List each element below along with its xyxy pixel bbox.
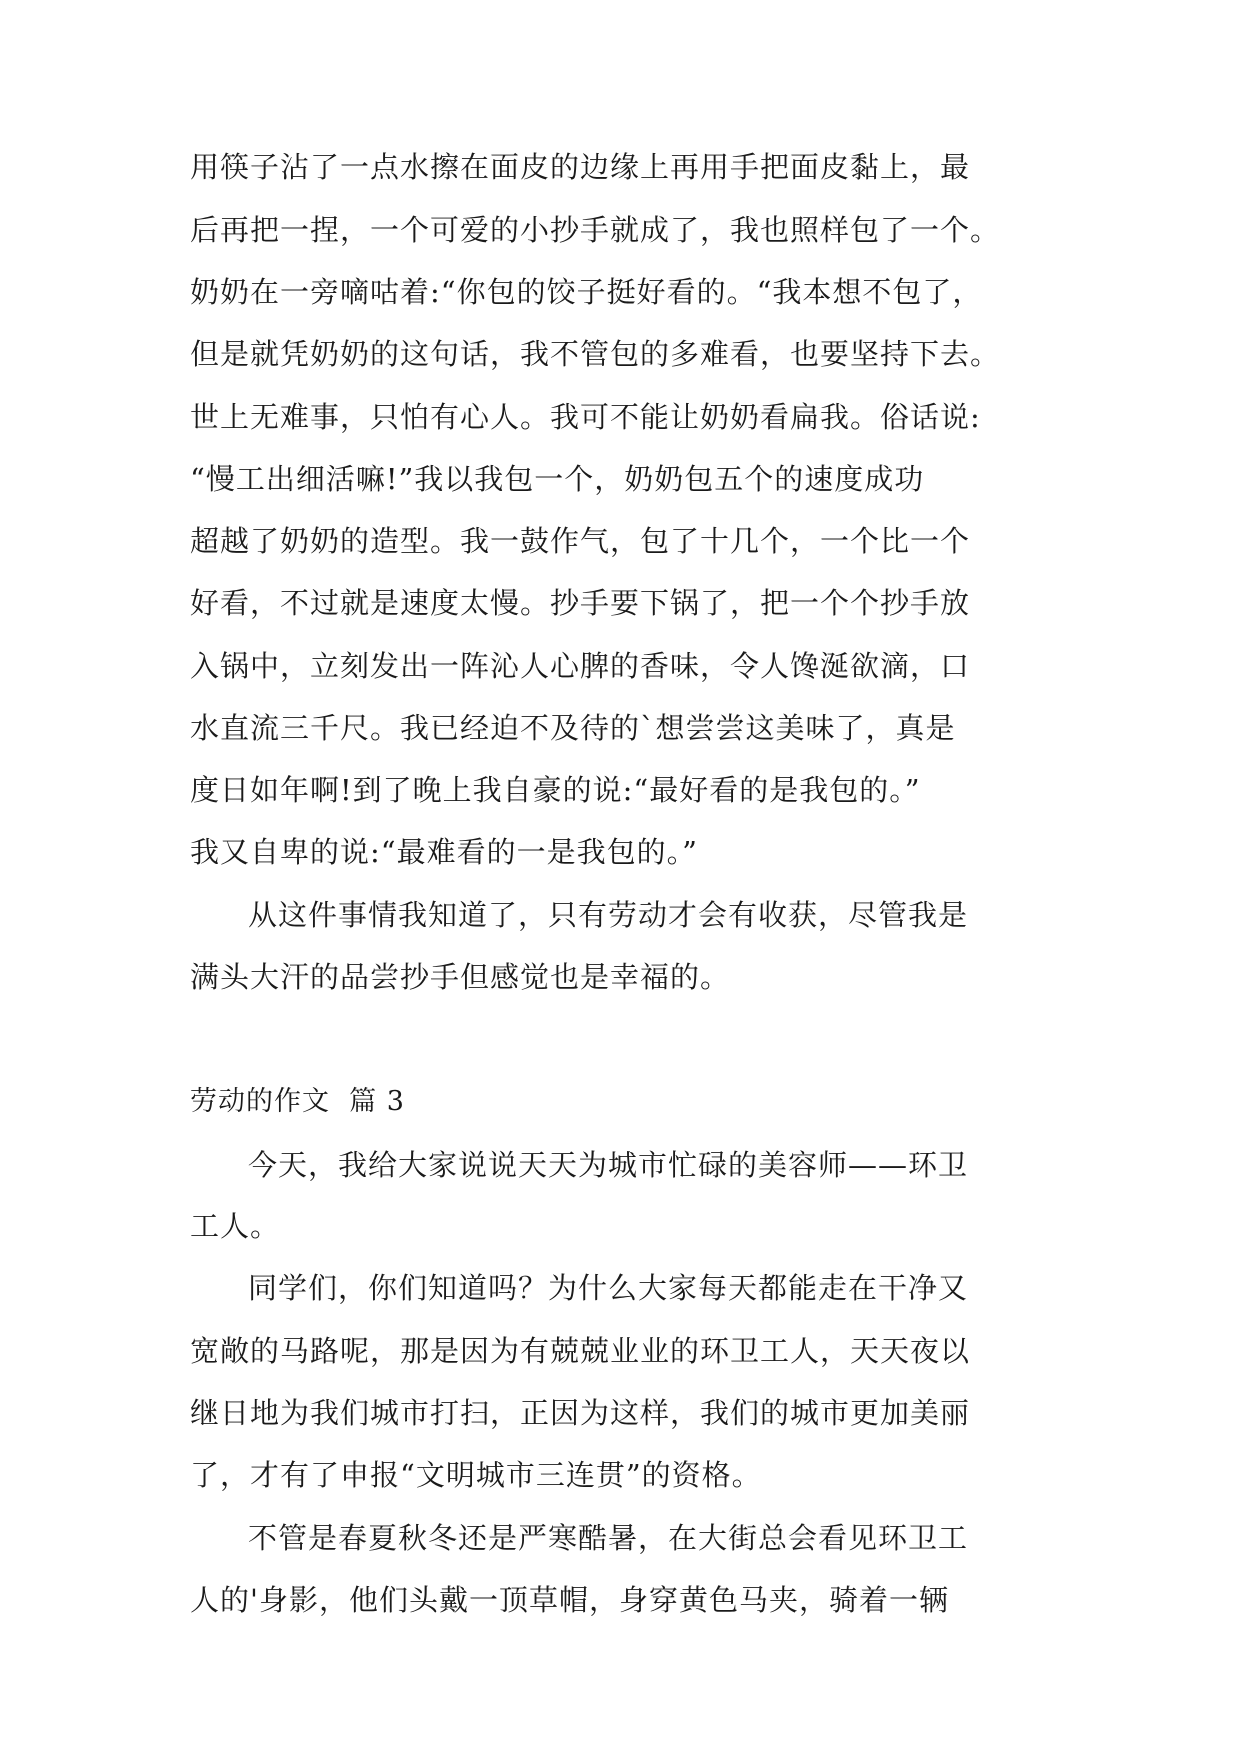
text-line: 度日如年啊!到了晚上我自豪的说:“最好看的是我包的。” <box>190 773 921 807</box>
text-line: 我又自卑的说:“最难看的一是我包的。” <box>190 835 698 869</box>
paragraph-first-line: 今天，我给大家说说天天为城市忙碌的美容师——环卫 <box>248 1148 969 1182</box>
text-line: 超越了奶奶的造型。我一鼓作气，包了十几个，一个比一个 <box>190 524 971 558</box>
section-heading: 劳动的作文 篇 3 <box>190 1086 405 1117</box>
text-line: 了，才有了申报“文明城市三连贯”的资格。 <box>190 1458 762 1492</box>
text-line: 后再把一捏，一个可爱的小抄手就成了，我也照样包了一个。 <box>190 213 1001 247</box>
paragraph-first-line: 同学们，你们知道吗？为什么大家每天都能走在干净又 <box>248 1271 969 1305</box>
text-line: 工人。 <box>190 1209 281 1243</box>
text-line: 好看，不过就是速度太慢。抄手要下锅了，把一个个抄手放 <box>190 586 971 620</box>
text-line: 满头大汗的品尝抄手但感觉也是幸福的。 <box>190 960 731 994</box>
text-line: 奶奶在一旁嘀咕着:“你包的饺子挺好看的。“我本想不包了， <box>190 275 983 309</box>
text-line: 但是就凭奶奶的这句话，我不管包的多难看，也要坚持下去。 <box>190 337 1001 371</box>
paragraph-first-line: 不管是春夏秋冬还是严寒酷暑，在大街总会看见环卫工 <box>248 1521 969 1555</box>
text-line: 宽敞的马路呢，那是因为有兢兢业业的环卫工人，天天夜以 <box>190 1334 971 1368</box>
text-line: 入锅中，立刻发出一阵沁人心脾的香味，令人馋涎欲滴，口 <box>190 649 971 683</box>
text-line: “慢工出细活嘛!”我以我包一个，奶奶包五个的速度成功 <box>190 462 925 496</box>
text-line: 用筷子沾了一点水擦在面皮的边缘上再用手把面皮黏上，最 <box>190 150 971 184</box>
text-line: 继日地为我们城市打扫，正因为这样，我们的城市更加美丽 <box>190 1396 971 1430</box>
text-line: 人的'身影，他们头戴一顶草帽，身穿黄色马夹，骑着一辆 <box>190 1583 949 1617</box>
text-line: 世上无难事，只怕有心人。我可不能让奶奶看扁我。俗话说: <box>190 400 981 434</box>
text-line: 水直流三千尺。我已经迫不及待的`想尝尝这美味了，真是 <box>190 711 956 745</box>
paragraph-first-line: 从这件事情我知道了，只有劳动才会有收获，尽管我是 <box>248 898 969 932</box>
